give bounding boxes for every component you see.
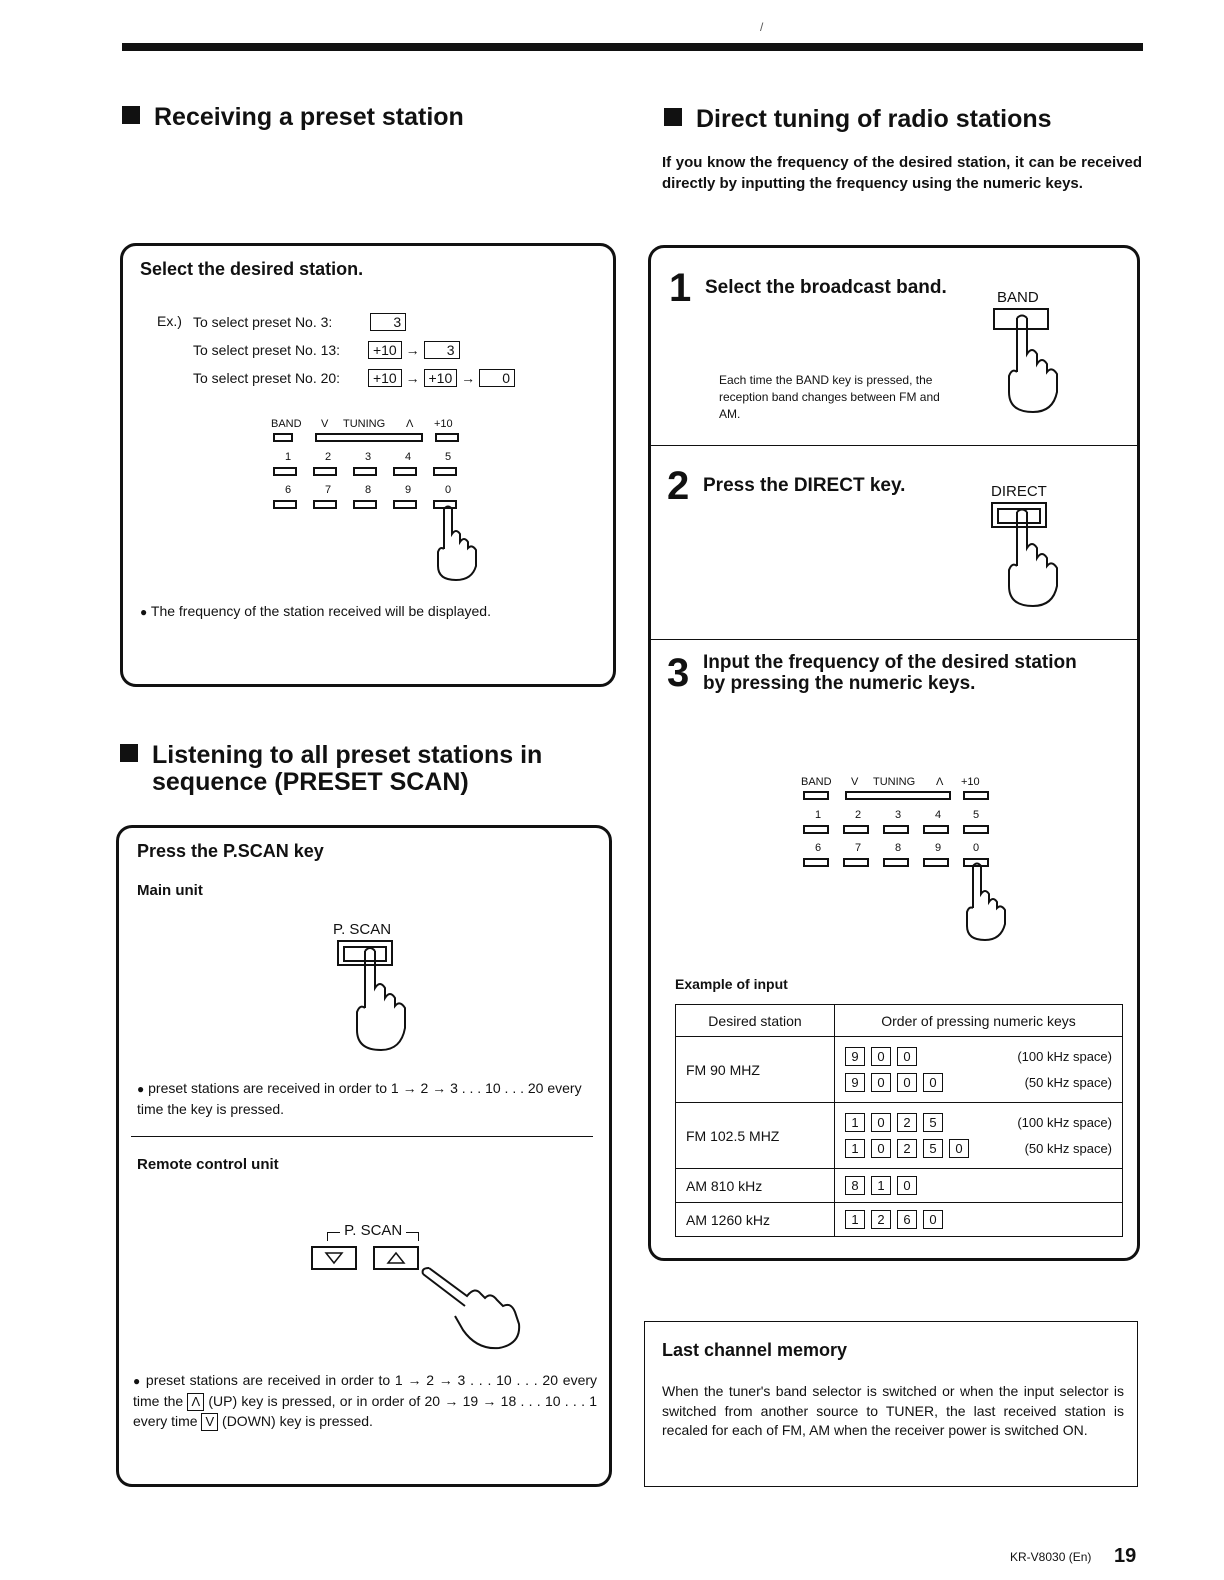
num-label: 2 (325, 451, 332, 463)
divider (131, 1136, 593, 1137)
order-cell: 9 0 0 (100 kHz space) 9 0 0 0 (50 kHz space) (835, 1037, 1123, 1103)
num-key (923, 858, 949, 867)
up-label: Λ (936, 776, 944, 788)
num-label: 0 (445, 484, 452, 496)
direct-panel (648, 245, 1140, 1261)
plus10-label: +10 (434, 418, 453, 430)
example-table (675, 1004, 1123, 1237)
order-cell: 1 0 2 5 (100 kHz space) 1 0 2 5 0 (50 kHz space) (835, 1103, 1123, 1169)
triangle-down-icon (313, 1248, 355, 1268)
key-plus10: +10 (424, 369, 458, 387)
pscan-panel (116, 825, 612, 1487)
station-cell: AM 810 kHz (676, 1169, 835, 1203)
keypad-diagram (271, 418, 471, 518)
num-label: 5 (445, 451, 452, 463)
station-cell: AM 1260 kHz (676, 1203, 835, 1237)
panel-title: Select the desired station. (140, 259, 364, 279)
step-title: Input the frequency of the desired station by pressing the numeric keys. (703, 652, 1077, 694)
main-unit-label: Main unit (137, 882, 203, 899)
station-cell: FM 102.5 MHZ (676, 1103, 835, 1169)
example-row: To select preset No. 20: +10 → +10 → 0 (193, 369, 515, 387)
num-key (273, 500, 297, 509)
num-key (803, 858, 829, 867)
key-3: 3 (424, 341, 460, 359)
square-bullet-icon (122, 106, 140, 124)
num-key (843, 858, 869, 867)
down-label: V (321, 418, 329, 430)
square-bullet-icon (664, 108, 682, 126)
table-row (676, 1037, 1123, 1103)
band-label: BAND (801, 776, 832, 788)
num-label: 4 (935, 809, 942, 821)
key-plus10: +10 (368, 341, 402, 359)
bullet-note: ● The frequency of the station received will be displayed. (140, 603, 491, 619)
preset-panel (120, 243, 616, 687)
band-key (273, 433, 293, 442)
section-heading-direct: Direct tuning of radio stations (664, 106, 1052, 133)
num-key (393, 467, 417, 476)
num-label: 7 (855, 842, 862, 854)
pointing-hand-icon (999, 508, 1069, 612)
pscan-key-label: P. SCAN (333, 921, 392, 938)
num-key (273, 467, 297, 476)
divider (651, 639, 1137, 640)
pointing-hand-icon (419, 1264, 529, 1354)
num-label: 3 (365, 451, 372, 463)
table-row (676, 1169, 1123, 1203)
table-header: Order of pressing numeric keys (835, 1005, 1123, 1037)
down-label: V (851, 776, 859, 788)
plus10-label: +10 (961, 776, 980, 788)
num-key (883, 858, 909, 867)
scan-up-key (373, 1246, 419, 1270)
pointing-hand-icon (345, 946, 415, 1056)
num-label: 8 (365, 484, 372, 496)
footer-model: KR-V8030 (En) (1010, 1550, 1092, 1564)
plus10-key (435, 433, 459, 442)
num-label: 5 (973, 809, 980, 821)
up-label: Λ (406, 418, 414, 430)
down-key: V (201, 1413, 218, 1431)
band-key (803, 791, 829, 800)
table-header-row (676, 1005, 1123, 1037)
direct-key-label: DIRECT (991, 483, 1047, 500)
tuning-label: TUNING (343, 418, 386, 430)
num-label: 6 (285, 484, 292, 496)
band-label: BAND (271, 418, 302, 430)
num-key (883, 825, 909, 834)
key-plus10: +10 (368, 369, 402, 387)
num-label: 9 (405, 484, 412, 496)
pointing-hand-icon (999, 314, 1069, 418)
num-label: 9 (935, 842, 942, 854)
keypad-diagram (801, 776, 1001, 876)
tuning-key (845, 791, 951, 800)
table-header: Desired station (676, 1005, 835, 1037)
remote-unit-label: Remote control unit (137, 1156, 279, 1173)
num-key (963, 825, 989, 834)
num-label: 0 (973, 842, 980, 854)
num-key (353, 467, 377, 476)
memory-title: Last channel memory (662, 1340, 848, 1360)
step-number: 2 (667, 464, 690, 508)
remote-pscan-label: P. SCAN (327, 1222, 419, 1241)
band-key-label: BAND (997, 289, 1039, 306)
memory-box (644, 1321, 1138, 1487)
top-rule (122, 43, 1143, 51)
key-3: 3 (370, 313, 406, 331)
step-note: Each time the BAND key is pressed, the reception band changes between FM and AM. (719, 373, 940, 421)
station-cell: FM 90 MHZ (676, 1037, 835, 1103)
example-title: Example of input (675, 976, 788, 992)
direct-intro: If you know the frequency of the desired station, it can be received directly by inputting the frequency using the numeric keys. (662, 154, 1142, 192)
panel-title: Press the P.SCAN key (137, 841, 324, 861)
step-number: 1 (669, 266, 692, 310)
num-label: 3 (895, 809, 902, 821)
num-label: 6 (815, 842, 822, 854)
num-key (393, 500, 417, 509)
num-key (803, 825, 829, 834)
pointing-hand-icon (426, 504, 486, 584)
example-row: To select preset No. 3: 3 (193, 313, 406, 331)
scan-down-key (311, 1246, 357, 1270)
step-title: Select the broadcast band. (705, 277, 947, 298)
num-key (353, 500, 377, 509)
up-key: Λ (187, 1393, 204, 1411)
step-number: 3 (667, 651, 690, 695)
main-unit-note: ● preset stations are received in order to 1 → 2 → 3 . . . 10 . . . 20 every time the key is pressed. (137, 1080, 582, 1117)
num-label: 1 (285, 451, 292, 463)
section-heading-preset: Receiving a preset station (122, 104, 464, 131)
memory-text: When the tuner's band selector is switched or when the input selector is switched from another source to TUNER, the last received station is recaled for each of FM, AM when the receiver power is switched ON. (662, 1383, 1124, 1438)
triangle-up-icon (375, 1248, 417, 1268)
num-key (923, 825, 949, 834)
step-title: Press the DIRECT key. (703, 475, 906, 496)
ex-label: Ex.) (157, 313, 182, 329)
key-0: 0 (479, 369, 515, 387)
order-cell: 1 2 6 0 (835, 1203, 1123, 1237)
num-key (843, 825, 869, 834)
section-heading-scan: Listening to all preset stations in (120, 742, 542, 769)
table-row (676, 1103, 1123, 1169)
pointing-hand-icon (957, 862, 1017, 944)
tuning-key (315, 433, 423, 442)
table-row (676, 1203, 1123, 1237)
num-label: 1 (815, 809, 822, 821)
order-cell: 8 1 0 (835, 1169, 1123, 1203)
header-mark: / (760, 20, 764, 34)
num-key (433, 467, 457, 476)
num-key (313, 500, 337, 509)
num-key (313, 467, 337, 476)
num-label: 2 (855, 809, 862, 821)
example-row: To select preset No. 13: +10 → 3 (193, 341, 460, 359)
plus10-key (963, 791, 989, 800)
remote-note: ● preset stations are received in order to 1 → 2 → 3 . . . 10 . . . 20 every time the Λ (UP) key is pressed, or in order of 20 → 19 → 18 . . . 10 . . . 1 every time V (DOWN) key is pressed. (133, 1372, 598, 1429)
page-number: 19 (1114, 1545, 1137, 1567)
section-heading-scan-line2: sequence (PRESET SCAN) (152, 768, 469, 796)
square-bullet-icon (120, 744, 138, 762)
tuning-label: TUNING (873, 776, 916, 788)
num-label: 8 (895, 842, 902, 854)
num-label: 4 (405, 451, 412, 463)
divider (651, 445, 1137, 446)
num-label: 7 (325, 484, 332, 496)
